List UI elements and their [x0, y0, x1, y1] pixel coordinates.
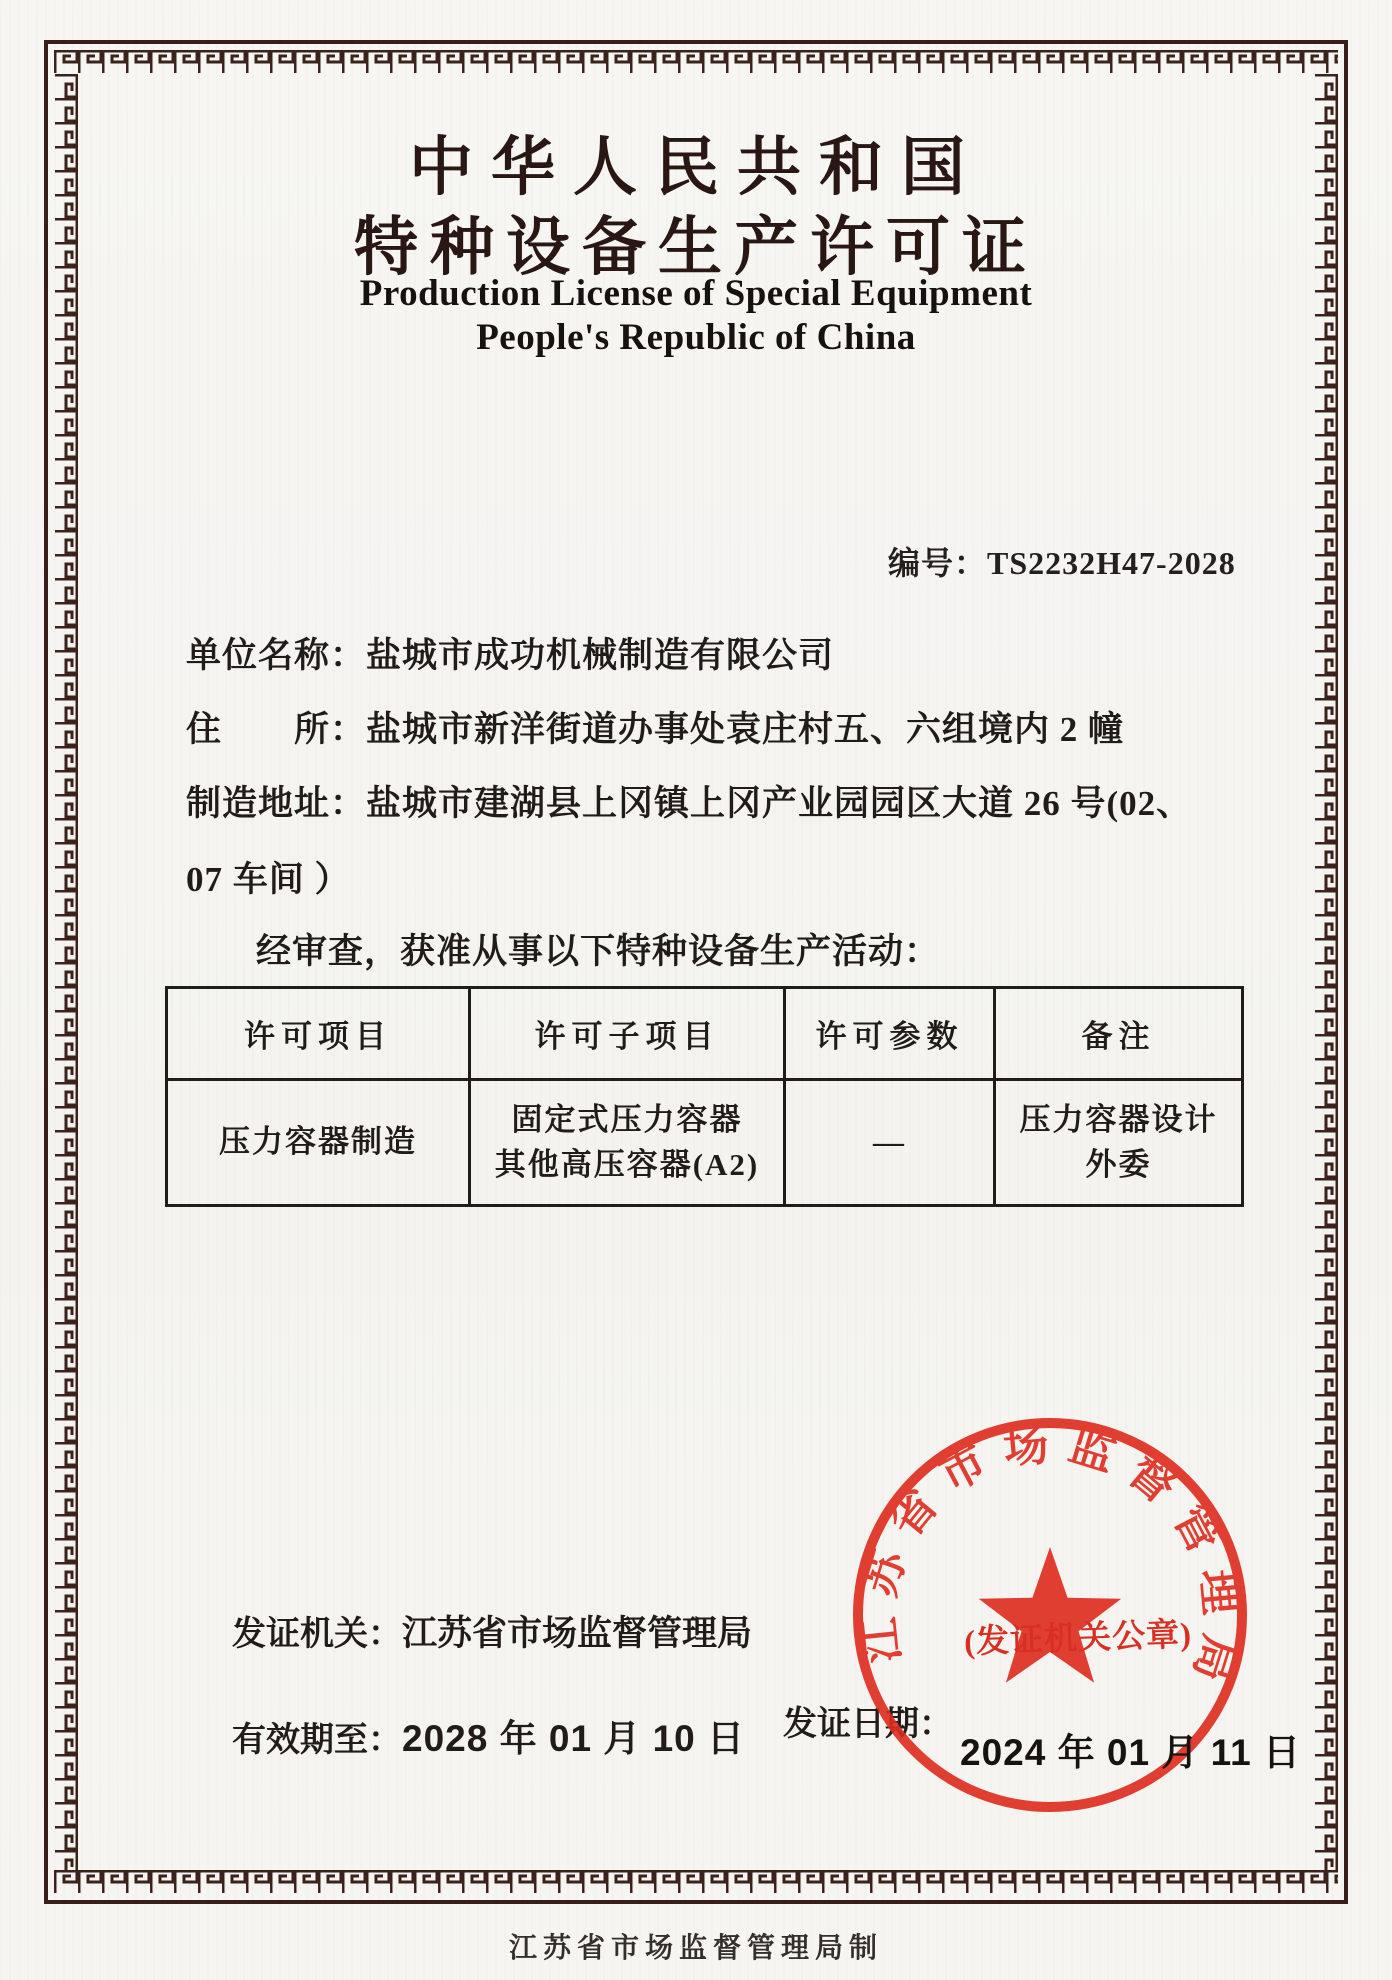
stamp-arc-text: 江苏省市场监督管理局 — [852, 1418, 1247, 1703]
subitem-line1: 固定式压力容器 — [511, 1101, 743, 1137]
license-number-line — [888, 538, 1236, 584]
license-number-value: TS2232H47-2028 — [987, 545, 1236, 581]
cell-permit-item: 压力容器制造 — [167, 1080, 470, 1206]
remark-line2: 外委 — [1085, 1146, 1152, 1182]
remark-line1: 压力容器设计 — [1019, 1101, 1218, 1137]
title-cn-line1: 中华人民共和国 — [409, 132, 983, 203]
title-en-line2: People's Republic of China — [476, 317, 916, 358]
license-number-label: 编号： — [888, 545, 988, 581]
border-meander-bottom — [54, 1870, 1338, 1894]
issuer-line — [232, 1606, 752, 1656]
address-value: 盐城市新洋街道办事处袁庄村五、六组境内 2 幢 — [366, 710, 1125, 749]
cell-remark — [995, 1080, 1243, 1206]
unit-name-label: 单位名称： — [186, 636, 367, 675]
issue-date-value: 2024 年 01 月 11 日 — [960, 1732, 1301, 1773]
mfg-address-value-line1: 盐城市建湖县上冈镇上冈产业园园区大道 26 号(02、 — [366, 784, 1193, 823]
border-meander-top — [54, 50, 1338, 74]
title-en-line1: Production License of Special Equipment — [359, 273, 1033, 314]
header-remark: 备注 — [995, 988, 1243, 1080]
address-label: 住 所： — [186, 710, 367, 749]
issue-date-label: 发证日期： — [783, 1706, 953, 1743]
address-line — [186, 702, 1124, 752]
unit-name-line — [186, 628, 834, 678]
mfg-address-line — [186, 776, 1192, 826]
approval-statement: 经审查，获准从事以下特种设备生产活动： — [256, 932, 941, 971]
valid-until-line — [232, 1708, 745, 1762]
unit-name-value: 盐城市成功机械制造有限公司 — [366, 636, 835, 675]
header-permit-subitem: 许可子项目 — [470, 988, 785, 1080]
valid-until-value: 2028 年 01 月 10 日 — [402, 1718, 746, 1759]
seal-note: (发证机关公章) — [963, 1617, 1193, 1661]
header-permit-item: 许可项目 — [167, 988, 470, 1080]
cell-permit-parameter: — — [785, 1080, 995, 1206]
issuer-value: 江苏省市场监督管理局 — [402, 1614, 753, 1653]
header-permit-parameter: 许可参数 — [785, 988, 995, 1080]
table-header-row — [167, 988, 1243, 1080]
mfg-address-line2: 07 车间 ） — [186, 860, 351, 899]
title-cn-line2: 特种设备生产许可证 — [354, 212, 1038, 283]
permit-table — [165, 986, 1244, 1207]
cell-permit-subitem — [470, 1080, 785, 1206]
subitem-line2: 其他高压容器(A2) — [494, 1146, 760, 1182]
issuer-label: 发证机关： — [232, 1616, 402, 1653]
table-row — [167, 1080, 1243, 1206]
footer-issuer-imprint: 江苏省市场监督管理局制 — [508, 1933, 883, 1964]
valid-until-label: 有效期至： — [232, 1722, 402, 1759]
mfg-address-label: 制造地址： — [186, 784, 367, 823]
